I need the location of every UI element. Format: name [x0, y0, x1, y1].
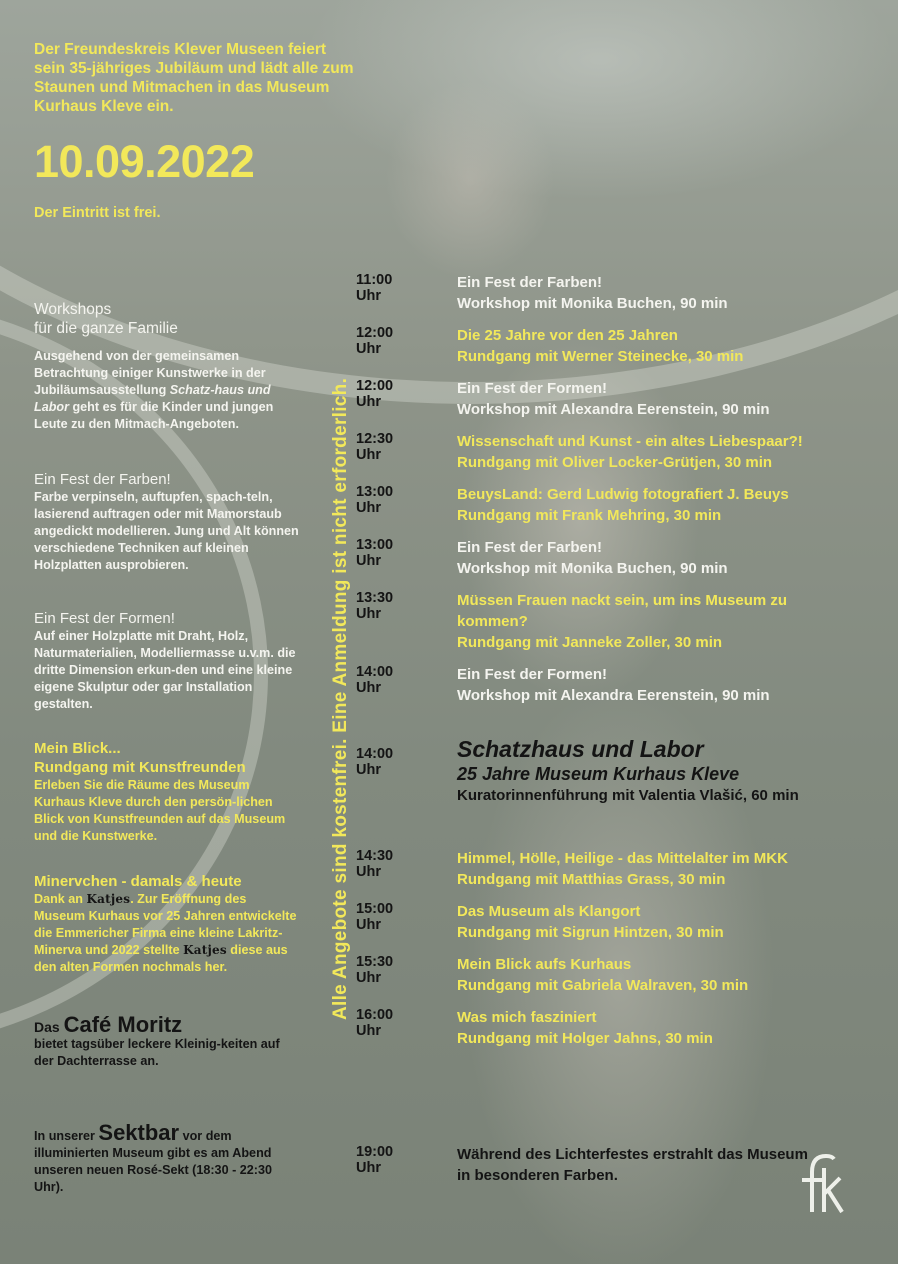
workshops-section — [34, 300, 299, 433]
sektbar-section — [34, 1120, 299, 1196]
admission-note: Der Eintritt ist frei. — [34, 205, 161, 221]
minervchen-heading: Minervchen - damals & heute — [34, 873, 242, 890]
schedule-time: 13:00 Uhr — [356, 484, 394, 516]
schedule-entry — [457, 484, 877, 526]
sektbar-text: vor dem illuminierten Museum gibt es am Abend unseren neuen Rosé-Sekt (18:30 - 22:30 Uhr). — [34, 1129, 272, 1194]
schedule-time: 15:30 Uhr — [356, 954, 394, 986]
workshops-text-b: geht es für die Kinder und jungen Leute zu den Mitmach-Angeboten. — [34, 400, 274, 431]
schedule-title: Ein Fest der Farben! — [457, 274, 603, 291]
schedule-title: Die 25 Jahre vor den 25 Jahren — [457, 327, 678, 344]
schedule-time: 15:00 Uhr — [356, 901, 394, 933]
schedule-detail: Workshop mit Alexandra Eerenstein, 90 min — [457, 687, 770, 704]
cafe-prefix: Das — [34, 1019, 60, 1035]
workshops-subheading: für die ganze Familie — [34, 320, 178, 337]
cafe-section — [34, 1012, 299, 1070]
blick-subheading: Rundgang mit Kunstfreunden — [34, 759, 246, 776]
schedule-detail: Rundgang mit Sigrun Hintzen, 30 min — [457, 924, 724, 941]
minervchen-text-c: diese aus den alten Formen nochmals her. — [34, 943, 288, 974]
schedule-entry — [457, 537, 877, 579]
schedule-entry — [457, 378, 877, 420]
schedule-detail: Workshop mit Monika Buchen, 90 min — [457, 560, 728, 577]
katjes-brand: Katjes — [86, 892, 131, 906]
schedule-title: Wissenschaft und Kunst - ein altes Liebespaar?! — [457, 433, 803, 450]
formen-text: Auf einer Holzplatte mit Draht, Holz, Naturmaterialien, Modelliermasse u.v.m. die dritte Dimension erkun-den und eine kleine eigene Skulptur oder gar Installation gestalten. — [34, 629, 296, 711]
cafe-text: bietet tagsüber leckere Kleinig-keiten auf der Dachterrasse an. — [34, 1037, 280, 1068]
schedule-title: Himmel, Hölle, Heilige - das Mittelalter im MKK — [457, 850, 788, 867]
schedule-time: 12:30 Uhr — [356, 431, 394, 463]
schedule-detail: Rundgang mit Gabriela Walraven, 30 min — [457, 977, 749, 994]
minervchen-text-a: Dank an — [34, 892, 87, 906]
event-date: 10.09.2022 — [34, 136, 255, 187]
schedule-title: BeuysLand: Gerd Ludwig fotografiert J. Beuys — [457, 486, 789, 503]
minervchen-text-b: . Zur Eröffnung des Museum Kurhaus vor 25 Jahren entwickelte die Emmericher Firma eine kleine Lakritz-Minerva und 2022 stellte — [34, 892, 297, 957]
schedule-detail: Rundgang mit Janneke Zoller, 30 min — [457, 634, 723, 651]
schedule-detail: Rundgang mit Oliver Locker-Grütjen, 30 min — [457, 454, 773, 471]
schedule-detail: Rundgang mit Matthias Grass, 30 min — [457, 871, 726, 888]
schedule-entry — [457, 431, 877, 473]
sektbar-name: Sektbar — [98, 1120, 180, 1145]
schedule-time: 12:00 Uhr — [356, 378, 394, 410]
schedule-time: 14:00 Uhr — [356, 664, 394, 696]
evening-time: 19:00 Uhr — [356, 1144, 394, 1176]
formen-heading: Ein Fest der Formen! — [34, 610, 175, 627]
workshops-heading: Workshops — [34, 301, 112, 318]
schedule-title: Ein Fest der Formen! — [457, 380, 608, 397]
schedule-entry — [457, 325, 877, 367]
sektbar-prefix: In unserer — [34, 1129, 95, 1143]
workshops-text-emphasis: Schatz-haus und Labor — [34, 383, 271, 414]
schedule-entry — [457, 1007, 877, 1049]
schedule-detail: Workshop mit Monika Buchen, 90 min — [457, 295, 728, 312]
minervchen-section — [34, 872, 299, 976]
schedule-title: Was mich fasziniert — [457, 1009, 597, 1026]
schedule-time: 11:00 Uhr — [356, 272, 393, 304]
vertical-free-note: Alle Angebote sind kostenfrei. Eine Anmeldung ist nicht erforderlich. — [330, 377, 351, 1020]
schedule-time: 12:00 Uhr — [356, 325, 394, 357]
highlight-title: Schatzhaus und Labor — [457, 736, 704, 762]
schedule-entry — [457, 664, 877, 706]
schedule-entry — [457, 272, 877, 314]
schedule-time: 13:30 Uhr — [356, 590, 394, 622]
farben-text: Farbe verpinseln, auftupfen, spach-teln, lasierend auftragen oder mit Mamorstaub angedickt modellieren. Jung und Alt können verschiedene Techniken auf kleinen Holzplatten ausprobieren. — [34, 490, 299, 572]
schedule-entry — [457, 590, 837, 653]
cafe-name: Café Moritz — [63, 1012, 183, 1037]
schedule-entry — [457, 901, 877, 943]
blick-heading: Mein Blick... — [34, 740, 121, 757]
schedule-title: Mein Blick aufs Kurhaus — [457, 956, 632, 973]
blick-text: Erleben Sie die Räume des Museum Kurhaus Kleve durch den persön-lichen Blick von Kunstfreunden auf das Museum und die Kunstwerke. — [34, 778, 286, 843]
schedule-title: Müssen Frauen nackt sein, um ins Museum zu kommen? — [457, 592, 788, 630]
highlight-entry — [457, 736, 877, 806]
evening-text: Während des Lichterfestes erstrahlt das Museum in besonderen Farben. — [457, 1146, 808, 1184]
schedule-title: Ein Fest der Farben! — [457, 539, 603, 556]
intro-text: Der Freundeskreis Klever Museen feiert sein 35-jähriges Jubiläum und lädt alle zum Staunen und Mitmachen in das Museum Kurhaus Kleve ein. — [34, 41, 354, 115]
schedule-detail: Rundgang mit Frank Mehring, 30 min — [457, 507, 722, 524]
highlight-subtitle: 25 Jahre Museum Kurhaus Kleve — [457, 764, 740, 784]
schedule-detail: Rundgang mit Werner Steinecke, 30 min — [457, 348, 744, 365]
schedule-entry — [457, 848, 877, 890]
schedule-entry — [457, 954, 877, 996]
highlight-detail: Kuratorinnenführung mit Valentia Vlašić, 60 min — [457, 787, 799, 804]
katjes-brand-2: Katjes — [183, 943, 227, 957]
workshops-text-a: Ausgehend von der gemeinsamen Betrachtung einiger Kunstwerke in der Jubiläumsausstellung — [34, 349, 266, 397]
schedule-time: 14:30 Uhr — [356, 848, 394, 880]
schedule-time: 16:00 Uhr — [356, 1007, 394, 1039]
schedule-detail: Workshop mit Alexandra Eerenstein, 90 min — [457, 401, 770, 418]
farben-section — [34, 470, 299, 574]
schedule-detail: Rundgang mit Holger Jahns, 30 min — [457, 1030, 713, 1047]
blick-section — [34, 739, 299, 845]
schedule-title: Das Museum als Klangort — [457, 903, 641, 920]
farben-heading: Ein Fest der Farben! — [34, 471, 171, 488]
formen-section — [34, 609, 299, 713]
schedule-time: 13:00 Uhr — [356, 537, 394, 569]
fk-monogram-icon — [798, 1150, 844, 1214]
highlight-time: 14:00 Uhr — [356, 746, 394, 778]
schedule-title: Ein Fest der Formen! — [457, 666, 608, 683]
